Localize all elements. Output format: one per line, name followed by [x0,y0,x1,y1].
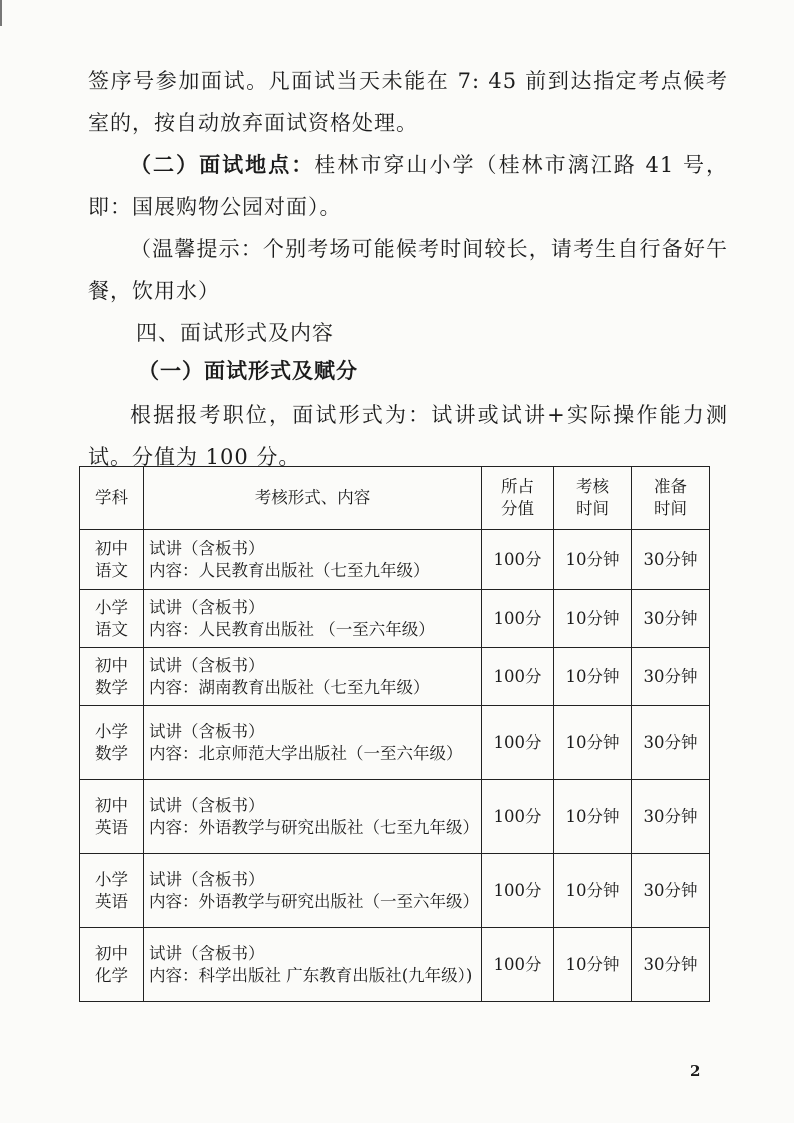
table-row [80,780,710,854]
table-row [80,928,710,1002]
cell-time: 10分钟 [554,706,632,780]
paragraph-tip: （温馨提示：个别考场可能候考时间较长，请考生自行备好午餐，饮用水） [88,237,728,303]
scan-edge-mark [0,0,2,26]
cell-subject: 初中 英语 [80,780,144,854]
header-score: 所占 分值 [482,467,554,530]
cell-score: 100分 [482,530,554,590]
cell-prep: 30分钟 [632,530,710,590]
cell-content: 试讲（含板书） 内容：人民教育出版社 （一至六年级） [144,590,482,648]
table-row [80,706,710,780]
cell-content: 试讲（含板书） 内容：人民教育出版社（七至九年级） [144,530,482,590]
paragraph-format: 根据报考职位，面试形式为：试讲或试讲+实际操作能力测试。分值为 100 分。 [88,403,728,469]
table-row [80,854,710,928]
cell-content: 试讲（含板书） 内容：外语教学与研究出版社（一至六年级） [144,854,482,928]
cell-time: 10分钟 [554,928,632,1002]
cell-subject: 小学 数学 [80,706,144,780]
cell-content: 试讲（含板书） 内容：科学出版社 广东教育出版社(九年级）) [144,928,482,1002]
header-subject: 学科 [80,467,144,530]
cell-content: 试讲（含板书） 内容：外语教学与研究出版社（七至九年级） [144,780,482,854]
cell-subject: 初中 数学 [80,648,144,706]
location-label: （二）面试地点： [130,152,315,177]
cell-content: 试讲（含板书） 内容：湖南教育出版社（七至九年级） [144,648,482,706]
cell-prep: 30分钟 [632,854,710,928]
cell-prep: 30分钟 [632,648,710,706]
cell-time: 10分钟 [554,530,632,590]
header-prep: 准备 时间 [632,467,710,530]
subsection-heading-format: （一）面试形式及赋分 [138,358,358,383]
cell-subject: 初中 语文 [80,530,144,590]
cell-time: 10分钟 [554,590,632,648]
section-heading-four: 四、面试形式及内容 [136,321,334,345]
cell-score: 100分 [482,706,554,780]
cell-time: 10分钟 [554,648,632,706]
cell-prep: 30分钟 [632,928,710,1002]
paragraph-interview-rule: 签序号参加面试。凡面试当天未能在 7: 45 前到达指定考点候考室的，按自动放弃面试资格处理。 [88,69,728,135]
cell-prep: 30分钟 [632,780,710,854]
paragraph-interview-location [88,144,728,228]
cell-time: 10分钟 [554,780,632,854]
table-row [80,530,710,590]
cell-score: 100分 [482,780,554,854]
location-text: 桂林市穿山小学（桂林市漓江路 41 号，即：国展购物公园对面）。 [88,153,728,219]
cell-prep: 30分钟 [632,590,710,648]
header-time: 考核 时间 [554,467,632,530]
cell-score: 100分 [482,854,554,928]
cell-subject: 小学 英语 [80,854,144,928]
cell-score: 100分 [482,590,554,648]
page-number: 2 [690,1062,701,1080]
interview-table [79,466,710,1002]
cell-score: 100分 [482,648,554,706]
cell-content: 试讲（含板书） 内容：北京师范大学出版社（一至六年级） [144,706,482,780]
cell-subject: 初中 化学 [80,928,144,1002]
cell-prep: 30分钟 [632,706,710,780]
header-content: 考核形式、内容 [144,467,482,530]
table-row [80,648,710,706]
table-row [80,590,710,648]
cell-time: 10分钟 [554,854,632,928]
cell-score: 100分 [482,928,554,1002]
table-header-row [80,467,710,530]
cell-subject: 小学 语文 [80,590,144,648]
